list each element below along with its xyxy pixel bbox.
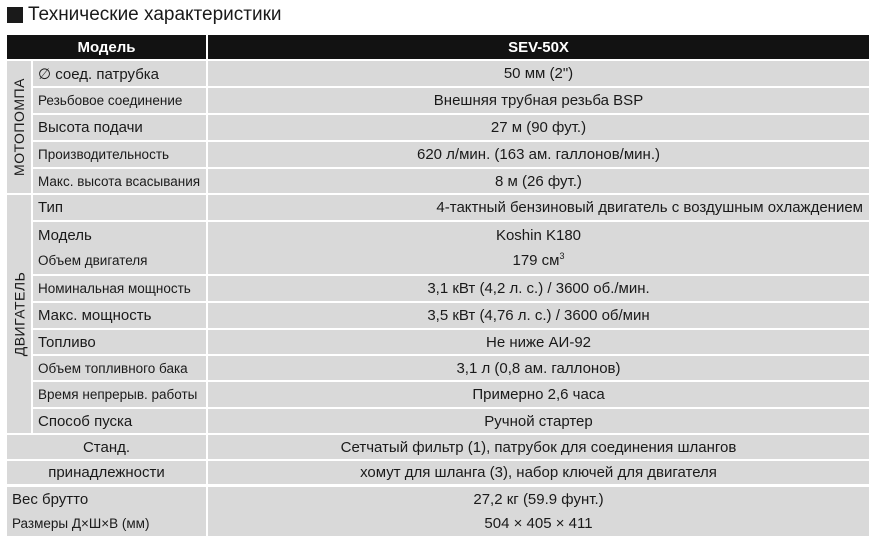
- engine-start-label: Способ пуска: [33, 409, 206, 433]
- header-model-value: SEV-50X: [208, 35, 869, 59]
- section-title-text: Технические характеристики: [28, 4, 282, 25]
- gross-weight-label: Вес брутто: [12, 490, 89, 508]
- engine-section-label: ДВИГАТЕЛЬ: [7, 195, 31, 433]
- gross-value: [208, 487, 869, 536]
- pump-connector-value: 50 мм (2"): [208, 61, 869, 86]
- accessories-label-line2: принадлежности: [7, 461, 206, 484]
- pump-capacity-value: 620 л/мин. (163 ам. галлонов/мин.): [208, 142, 869, 167]
- pump-capacity-label: Производительность: [33, 142, 206, 167]
- engine-tank-label: Объем топливного бака: [33, 356, 206, 380]
- gross-weight-value: 27,2 кг (59.9 фунт.): [473, 490, 604, 508]
- engine-type-value: 4-тактный бензиновый двигатель с воздушным охлаждением: [208, 195, 869, 220]
- engine-rated-power-label: Номинальная мощность: [33, 276, 206, 301]
- engine-model-displacement-label: [33, 222, 206, 274]
- engine-tank-value: 3,1 л (0,8 ам. галлонов): [208, 356, 869, 380]
- pump-head-label: Высота подачи: [33, 115, 206, 140]
- engine-max-power-label: Макс. мощность: [33, 303, 206, 328]
- pump-suction-value: 8 м (26 фут.): [208, 169, 869, 193]
- engine-runtime-label: Время непрерыв. работы: [33, 382, 206, 407]
- accessories-value-line1: Сетчатый фильтр (1), патрубок для соединения шлангов: [208, 435, 869, 459]
- engine-start-value: Ручной стартер: [208, 409, 869, 433]
- dimensions-label: Размеры Д×Ш×В (мм): [12, 515, 150, 531]
- engine-displacement-label: Объем двигателя: [38, 253, 148, 268]
- gross-label: [7, 487, 206, 536]
- engine-type-label: Тип: [33, 195, 206, 220]
- engine-model-value: Koshin K180: [495, 227, 582, 244]
- engine-max-power-value: 3,5 кВт (4,76 л. с.) / 3600 об/мин: [208, 303, 869, 328]
- engine-runtime-value: Примерно 2,6 часа: [208, 382, 869, 407]
- accessories-label-line1: Станд.: [7, 435, 206, 459]
- pump-thread-value: Внешняя трубная резьба BSP: [208, 88, 869, 113]
- title-square-icon: [7, 7, 23, 23]
- dimensions-value: 504 × 405 × 411: [484, 514, 593, 532]
- engine-rated-power-value: 3,1 кВт (4,2 л. с.) / 3600 об./мин.: [208, 276, 869, 301]
- pump-connector-label: ∅ соед. патрубка: [33, 61, 206, 86]
- accessories-value-line2: хомут для шланга (3), набор ключей для двигателя: [208, 461, 869, 484]
- engine-fuel-label: Топливо: [33, 330, 206, 354]
- engine-model-displacement-value: [208, 222, 869, 274]
- pump-section-label: МОТОПОМПА: [7, 61, 31, 193]
- section-title: [7, 2, 282, 28]
- pump-head-value: 27 м (90 фут.): [208, 115, 869, 140]
- pump-suction-label: Макс. высота всасывания: [33, 169, 206, 193]
- header-model-label: Модель: [7, 35, 206, 59]
- engine-fuel-value: Не ниже АИ-92: [208, 330, 869, 354]
- engine-displacement-value: 179 $см^3$: [512, 251, 565, 269]
- pump-thread-label: Резьбовое соединение: [33, 88, 206, 113]
- engine-model-label: Модель: [38, 227, 92, 244]
